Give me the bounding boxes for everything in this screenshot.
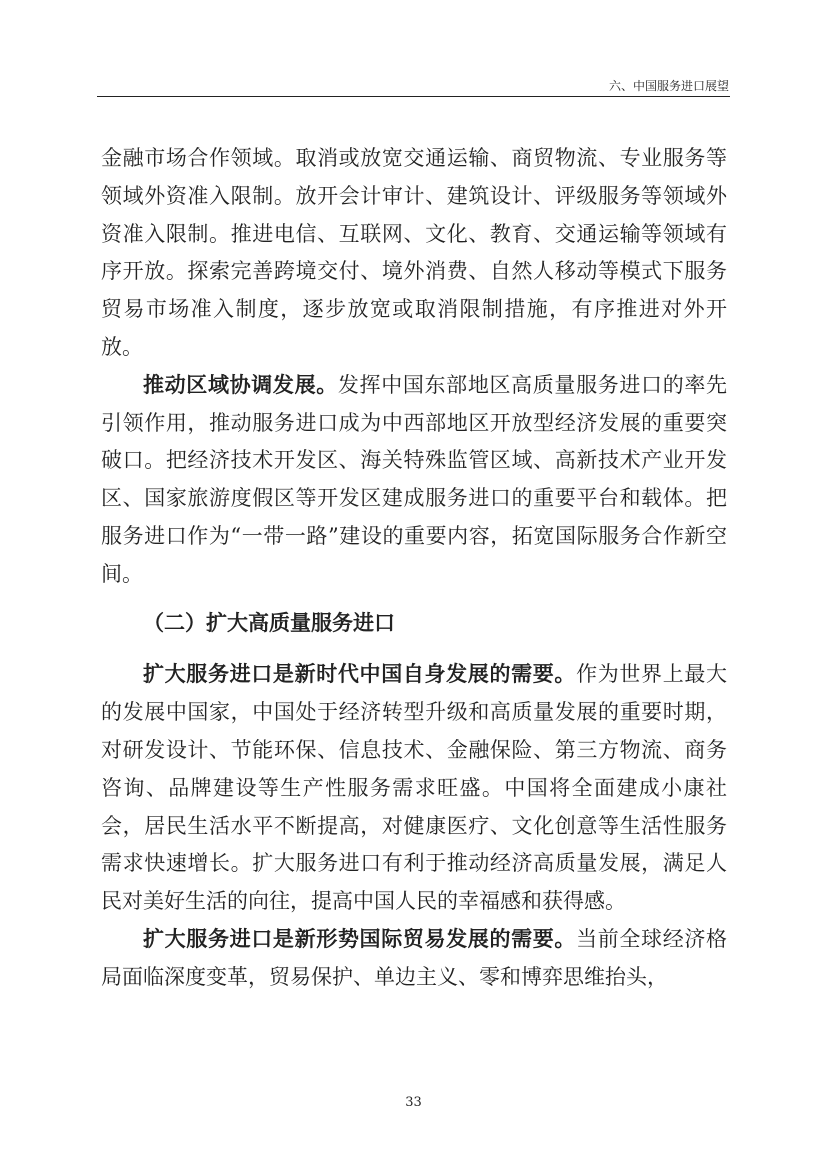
section-heading: （二）扩大高质量服务进口	[143, 610, 395, 635]
page-body	[101, 140, 727, 997]
paragraph-text: 发挥中国东部地区高质量服务进口的率先引领作用，推动服务进口成为中西部地区开放型经济发展的重要突破口。把经济技术开发区、海关特殊监管区域、高新技术产业开发区、国家旅游度假区等开发区建成服务进口的重要平台和载体。把服务进口作为“一带一路”建设的重要内容，拓宽国际服务合作新空间。	[101, 372, 728, 586]
page-number: 33	[405, 1095, 422, 1110]
paragraph-lead: 扩大服务进口是新时代中国自身发展的需要。	[143, 662, 577, 687]
paragraph-domestic-need	[101, 656, 727, 921]
paragraph-international-need	[101, 921, 727, 997]
paragraph-regional-coordination	[101, 367, 727, 594]
header-divider	[97, 96, 730, 97]
paragraph-text: 当前全球经济格局面临深度变革，贸易保护、单边主义、零和博弈思维抬头，	[101, 926, 728, 989]
paragraph-lead: 推动区域协调发展。	[143, 372, 338, 397]
paragraph-text: 金融市场合作领域。取消或放宽交通运输、商贸物流、专业服务等领域外资准入限制。放开会计审计、建筑设计、评级服务等领域外资准入限制。推进电信、互联网、文化、教育、交通运输等领域有序开放。探索完善跨境交付、境外消费、自然人移动等模式下服务贸易市场准入制度，逐步放宽或取消限制措施，有序推进对外开放。	[101, 146, 727, 359]
paragraph-text: 作为世界上最大的发展中国家，中国处于经济转型升级和高质量发展的重要时期，对研发设计、节能环保、信息技术、金融保险、第三方物流、商务咨询、品牌建设等生产性服务需求旺盛。中国将全面建成小康社会，居民生活水平不断提高，对健康医疗、文化创意等生活性服务需求快速增长。扩大服务进口有利于推动经济高质量发展，满足人民对美好生活的向往，提高中国人民的幸福感和获得感。	[101, 662, 728, 914]
paragraph-lead: 扩大服务进口是新形势国际贸易发展的需要。	[143, 926, 577, 951]
running-header: 六、中国服务进口展望	[608, 79, 729, 93]
paragraph-continuation	[101, 140, 727, 367]
